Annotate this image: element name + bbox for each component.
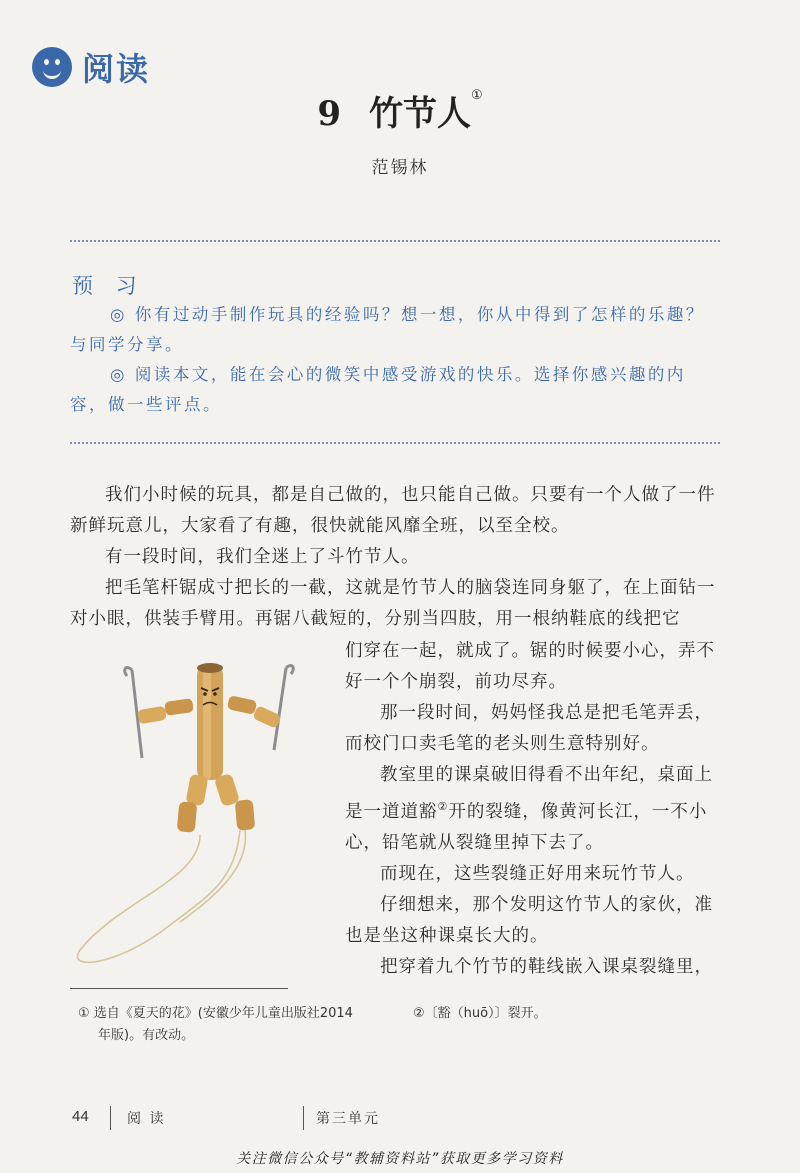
footer-section: 阅 读 <box>127 1111 166 1127</box>
lesson-title-text: 竹节人 <box>369 94 471 134</box>
footnote-1: ① 选自《夏天的花》(安徽少年儿童出版社2014 年版)。有改动。 <box>78 1006 353 1043</box>
paragraph: 把毛笔杆锯成寸把长的一截，这就是竹节人的脑袋连同身躯了，在上面钻一对小眼，供装手臂用。再锯八截短的，分别当四肢，用一根纳鞋底的线把它 <box>70 578 716 629</box>
footer-unit: 第三单元 <box>316 1111 380 1127</box>
watermark-text: 关注微信公众号“教辅资料站”获取更多学习资料 <box>236 1151 564 1167</box>
section-label: 阅读 <box>82 50 151 88</box>
section-tag <box>32 44 150 90</box>
body-paragraphs-full <box>70 480 730 635</box>
paragraph: 有一段时间，我们全迷上了斗竹节人。 <box>105 547 420 567</box>
page-number: 44 <box>72 1108 89 1125</box>
paragraph: 我们小时候的玩具，都是自己做的，也只能自己做。只要有一个人做了一件新鲜玩意儿，大家看了有趣，很快就能风靡全班，以至全校。 <box>70 485 716 536</box>
footer-divider <box>303 1106 304 1130</box>
lesson-number: 9 <box>317 94 341 134</box>
preview-item-2: ◎ 阅读本文，能在会心的微笑中感受游戏的快乐。选择你感兴趣的内 容，做一些评点。 <box>70 365 686 414</box>
paragraph: 那一段时间，妈妈怪我总是把毛笔弄丢，而校门口卖毛笔的老头则生意特别好。 <box>345 703 713 754</box>
author: 范锡林 <box>371 158 429 178</box>
body-paragraphs-column <box>345 636 725 983</box>
lesson-title <box>0 86 800 135</box>
dotted-divider-bottom <box>70 442 720 444</box>
preview-item-1: ◎ 你有过动手制作玩具的经验吗？想一想，你从中得到了怎样的乐趣？ 与同学分享。 <box>70 305 705 354</box>
preview-heading: 预 习 <box>72 274 145 298</box>
paragraph: 教室里的课桌破旧得看不出年纪，桌面上是一道道豁②开的裂缝，像黄河长江，一不小心，铅笔就从裂缝里掉下去了。 <box>345 765 713 853</box>
paragraph: 仔细想来，那个发明这竹节人的家伙，准也是坐这种课桌长大的。 <box>345 894 713 946</box>
footnote-mark: ② <box>437 800 449 813</box>
bamboo-puppet-illustration <box>60 650 330 980</box>
paragraph: 们穿在一起，就成了。锯的时候要小心，弄不好一个个崩裂，前功尽弃。 <box>345 641 715 692</box>
bullet-icon: ◎ <box>110 305 127 324</box>
smiley-face-icon <box>32 47 72 87</box>
paragraph: 而现在，这些裂缝正好用来玩竹节人。 <box>380 863 695 884</box>
dotted-divider-top <box>70 240 720 242</box>
title-footnote-mark: ① <box>471 88 483 103</box>
paragraph: 把穿着九个竹节的鞋线嵌入课桌裂缝里， <box>380 956 713 977</box>
footnote-2: ②〔豁（huō）〕裂开。 <box>413 1006 547 1021</box>
footnote-rule <box>70 988 288 989</box>
footer-divider <box>110 1106 111 1130</box>
bullet-icon: ◎ <box>110 365 127 384</box>
